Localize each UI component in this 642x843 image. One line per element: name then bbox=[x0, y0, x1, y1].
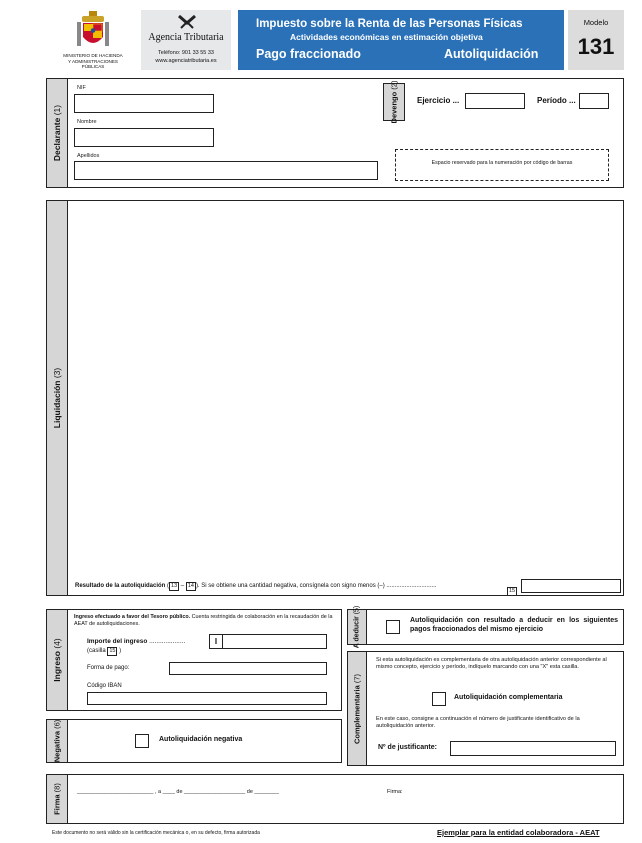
periodo-label: Período ... bbox=[537, 96, 576, 105]
declarante-sidebar bbox=[47, 79, 68, 187]
agency-logo-box bbox=[141, 10, 231, 70]
liquidacion-sidebar bbox=[47, 201, 68, 595]
devengo-num: (2) bbox=[389, 80, 399, 90]
ejercicio-label: Ejercicio ... bbox=[417, 96, 460, 105]
nombre-label: Nombre bbox=[77, 119, 97, 125]
casilla-15-label: 15 bbox=[509, 588, 516, 594]
complementaria-text2: En este caso, consigne a continuación el número de justificante identificativo de la autoliquidación anterior. bbox=[376, 716, 580, 729]
devengo-sidebar bbox=[383, 80, 405, 124]
negativa-sidebar bbox=[47, 720, 68, 762]
firma-place-date[interactable]: _________________________ , a ____ de ____________________ de ________ bbox=[77, 789, 279, 795]
importe-field[interactable] bbox=[209, 634, 327, 649]
declarante-label: Declarante bbox=[52, 117, 62, 162]
firma-num: (8) bbox=[52, 783, 62, 793]
ministry-name-line: PÚBLICAS bbox=[81, 64, 105, 69]
complementaria-section bbox=[347, 651, 624, 766]
justificante-field[interactable] bbox=[450, 741, 616, 756]
firma-label: Firma bbox=[52, 794, 62, 815]
title-line1: Impuesto sobre la Renta de las Personas Físicas bbox=[256, 18, 523, 30]
firma-signature-label: Firma: bbox=[387, 789, 403, 795]
title-left: Pago fraccionado bbox=[256, 47, 361, 61]
footer-note: Este documento no será válido sin la certificación mecánica o, en su defecto, firma autorizada bbox=[52, 830, 260, 836]
title-banner bbox=[238, 10, 564, 70]
liquidacion-num: (3) bbox=[52, 367, 62, 379]
negativa-label: Negativa bbox=[52, 731, 62, 763]
complementaria-checkbox[interactable] bbox=[432, 692, 446, 706]
forma-pago-field[interactable] bbox=[169, 662, 327, 675]
a-deducir-text: Autoliquidación con resultado a deducir en los siguientes pagos fraccionados del mismo ejercicio bbox=[410, 617, 618, 633]
barcode-text: Espacio reservado para la numeración por código de barras bbox=[431, 160, 573, 166]
a-deducir-label: A deducir bbox=[353, 616, 361, 649]
coat-of-arms-icon bbox=[76, 10, 110, 52]
forma-pago-label: Forma de pago: bbox=[87, 665, 130, 671]
apellidos-field[interactable] bbox=[74, 161, 378, 180]
ingreso-num: (4) bbox=[52, 638, 62, 649]
ministry-name-line: Y ADMINISTRACIONES bbox=[68, 58, 118, 64]
casilla-13: 13 bbox=[171, 583, 178, 589]
modelo-number: 131 bbox=[577, 34, 615, 59]
importe-label: Importe del ingreso .................... bbox=[87, 638, 186, 645]
liquidacion-section bbox=[46, 200, 624, 596]
modelo-box bbox=[568, 10, 624, 70]
negativa-num: (6) bbox=[52, 719, 62, 729]
negativa-text: Autoliquidación negativa bbox=[159, 736, 243, 743]
a-deducir-checkbox[interactable] bbox=[386, 620, 400, 634]
ingreso-intro: Ingreso efectuado a favor del Tesoro público. Cuenta restringida de colaboración en la recaudación de la AEAT de autoliquidaciones. bbox=[74, 614, 333, 627]
declarante-num: (1) bbox=[52, 104, 62, 116]
nif-field[interactable] bbox=[74, 94, 214, 113]
firma-sidebar bbox=[47, 775, 68, 823]
a-deducir-sidebar bbox=[348, 605, 367, 649]
complementaria-checkbox-label: Autoliquidación complementaria bbox=[454, 694, 563, 701]
modelo-label: Modelo bbox=[583, 18, 609, 27]
agency-web: www.agenciatributaria.es bbox=[155, 58, 217, 64]
resultado-field[interactable] bbox=[521, 579, 621, 593]
a-deducir-num: (5) bbox=[353, 605, 361, 615]
ministry-name-line: MINISTERIO DE HACIENDA bbox=[63, 53, 123, 58]
complementaria-text1: Si esta autoliquidación es complementaria de otra autoliquidación anterior correspondiente al mismo concepto, ejercicio y período, indíquelo marcando con una "X" esta casilla. bbox=[376, 657, 607, 670]
ejercicio-field[interactable] bbox=[465, 93, 525, 109]
importe-marker: I bbox=[210, 635, 223, 648]
ingreso-sidebar bbox=[47, 610, 68, 710]
iban-label: Código IBAN bbox=[87, 683, 122, 689]
agency-name: Agencia Tributaria bbox=[148, 32, 224, 43]
title-right: Autoliquidación bbox=[444, 47, 539, 61]
justificante-label: Nº de justificante: bbox=[378, 744, 437, 751]
ingreso-section bbox=[46, 609, 342, 711]
casilla-14: 14 bbox=[187, 583, 194, 589]
negativa-checkbox[interactable] bbox=[135, 734, 149, 748]
resultado-line: Resultado de la autoliquidación ( 13 – 14 ). Si se obtiene una cantidad negativa, consígnela con signo menos (–) .............................. bbox=[75, 583, 437, 589]
resultado-label: Resultado de la autoliquidación bbox=[75, 583, 166, 589]
a-deducir-section bbox=[347, 605, 624, 649]
casilla-ref: (casilla 15 ) bbox=[87, 648, 122, 654]
liquidacion-label: Liquidación bbox=[52, 380, 62, 429]
declarante-section bbox=[46, 78, 624, 188]
apellidos-label: Apellidos bbox=[77, 153, 100, 159]
iban-field[interactable] bbox=[87, 692, 327, 705]
barcode-area bbox=[395, 149, 609, 181]
copy-label: Ejemplar para la entidad colaboradora - AEAT bbox=[437, 828, 600, 837]
negativa-section bbox=[46, 719, 342, 763]
complementaria-num: (7) bbox=[352, 673, 362, 683]
ingreso-label: Ingreso bbox=[52, 651, 62, 682]
devengo-label: Devengo bbox=[389, 91, 399, 124]
ministry-logo bbox=[56, 10, 130, 72]
complementaria-sidebar bbox=[348, 652, 367, 765]
nombre-field[interactable] bbox=[74, 128, 214, 147]
devengo-box bbox=[383, 80, 609, 124]
firma-section bbox=[46, 774, 624, 824]
title-line2: Actividades económicas en estimación objetiva bbox=[290, 32, 483, 42]
agency-phone: Teléfono: 901 33 55 33 bbox=[158, 50, 214, 56]
agency-emblem-icon bbox=[177, 14, 197, 30]
nif-label: NIF bbox=[77, 85, 86, 91]
periodo-field[interactable] bbox=[579, 93, 609, 109]
complementaria-label: Complementaria bbox=[352, 684, 362, 744]
